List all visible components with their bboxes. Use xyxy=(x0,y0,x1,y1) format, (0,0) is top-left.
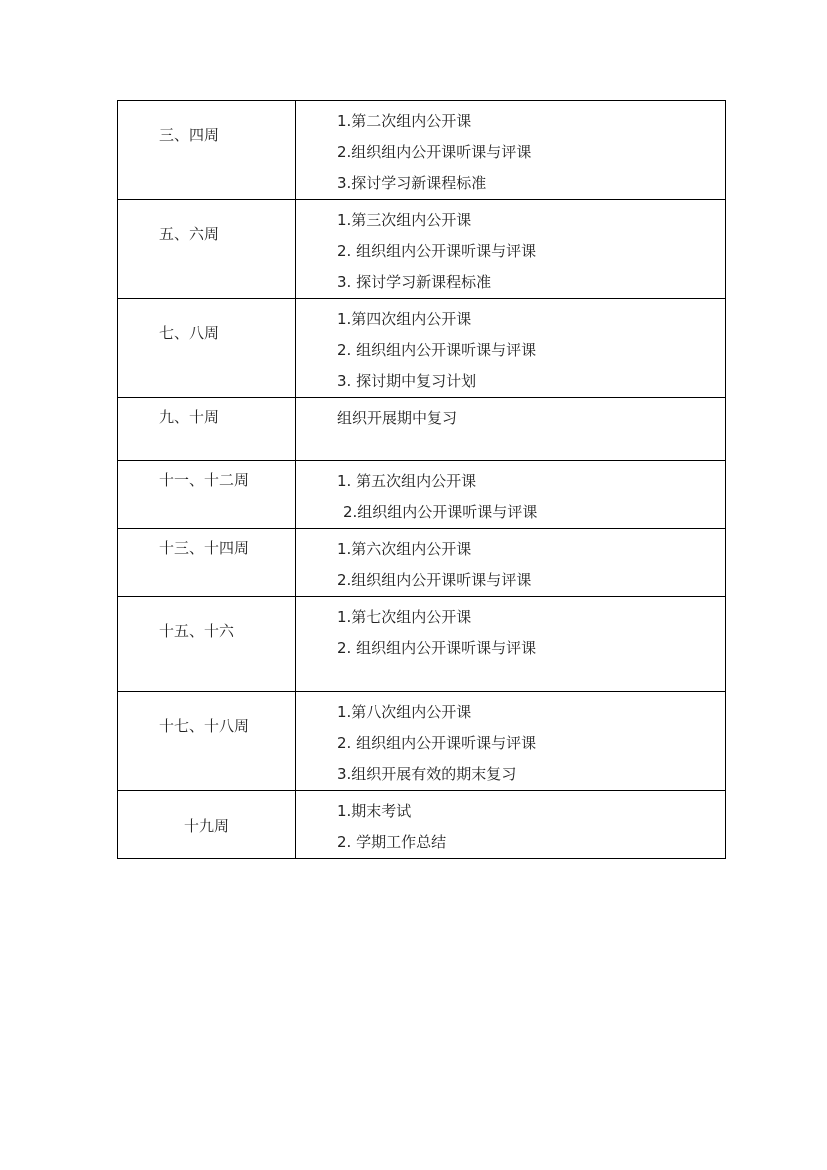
activity-item: 1. 第五次组内公开课 xyxy=(337,472,477,490)
table-row xyxy=(118,529,726,597)
activity-item: 3. 探讨学习新课程标准 xyxy=(337,273,492,291)
activity-item: 1.第八次组内公开课 xyxy=(337,703,472,721)
activity-item: 2. 组织组内公开课听课与评课 xyxy=(337,639,537,657)
activities-cell xyxy=(296,529,726,597)
activity-item: 1.第七次组内公开课 xyxy=(337,608,472,626)
week-cell: 三、四周 xyxy=(118,101,296,200)
activity-item: 1.第六次组内公开课 xyxy=(337,540,472,558)
activity-item: 2. 组织组内公开课听课与评课 xyxy=(337,734,537,752)
table-row xyxy=(118,299,726,398)
activities-cell xyxy=(296,597,726,692)
activities-cell xyxy=(296,101,726,200)
week-cell: 七、八周 xyxy=(118,299,296,398)
activity-item: 2. 学期工作总结 xyxy=(337,833,447,851)
activity-item: 2.组织组内公开课听课与评课 xyxy=(337,571,532,589)
table-row xyxy=(118,398,726,461)
table-row xyxy=(118,692,726,791)
table-row xyxy=(118,200,726,299)
activity-item: 组织开展期中复习 xyxy=(337,409,458,427)
week-cell: 十五、十六 xyxy=(118,597,296,692)
week-cell: 五、六周 xyxy=(118,200,296,299)
week-cell: 十一、十二周 xyxy=(118,461,296,529)
table-row xyxy=(118,101,726,200)
activities-cell xyxy=(296,299,726,398)
activities-cell xyxy=(296,692,726,791)
activities-cell xyxy=(296,200,726,299)
week-cell: 十九周 xyxy=(118,791,296,859)
activities-cell xyxy=(296,398,726,461)
activity-item: 1.期末考试 xyxy=(337,802,412,820)
table-row xyxy=(118,791,726,859)
weekly-schedule-table xyxy=(117,100,726,859)
activities-cell xyxy=(296,461,726,529)
activity-item: 1.第三次组内公开课 xyxy=(337,211,472,229)
activity-item: 3. 探讨期中复习计划 xyxy=(337,372,477,390)
activity-item: 2.组织组内公开课听课与评课 xyxy=(343,503,538,521)
activity-item: 3.组织开展有效的期末复习 xyxy=(337,765,517,783)
activity-item: 1.第二次组内公开课 xyxy=(337,112,472,130)
activity-item: 2.组织组内公开课听课与评课 xyxy=(337,143,532,161)
week-cell: 九、十周 xyxy=(118,398,296,461)
week-cell: 十三、十四周 xyxy=(118,529,296,597)
activity-item: 3.探讨学习新课程标准 xyxy=(337,174,487,192)
activity-item: 1.第四次组内公开课 xyxy=(337,310,472,328)
activity-item: 2. 组织组内公开课听课与评课 xyxy=(337,341,537,359)
activities-cell xyxy=(296,791,726,859)
table-row xyxy=(118,461,726,529)
table-row xyxy=(118,597,726,692)
activity-item: 2. 组织组内公开课听课与评课 xyxy=(337,242,537,260)
week-cell: 十七、十八周 xyxy=(118,692,296,791)
